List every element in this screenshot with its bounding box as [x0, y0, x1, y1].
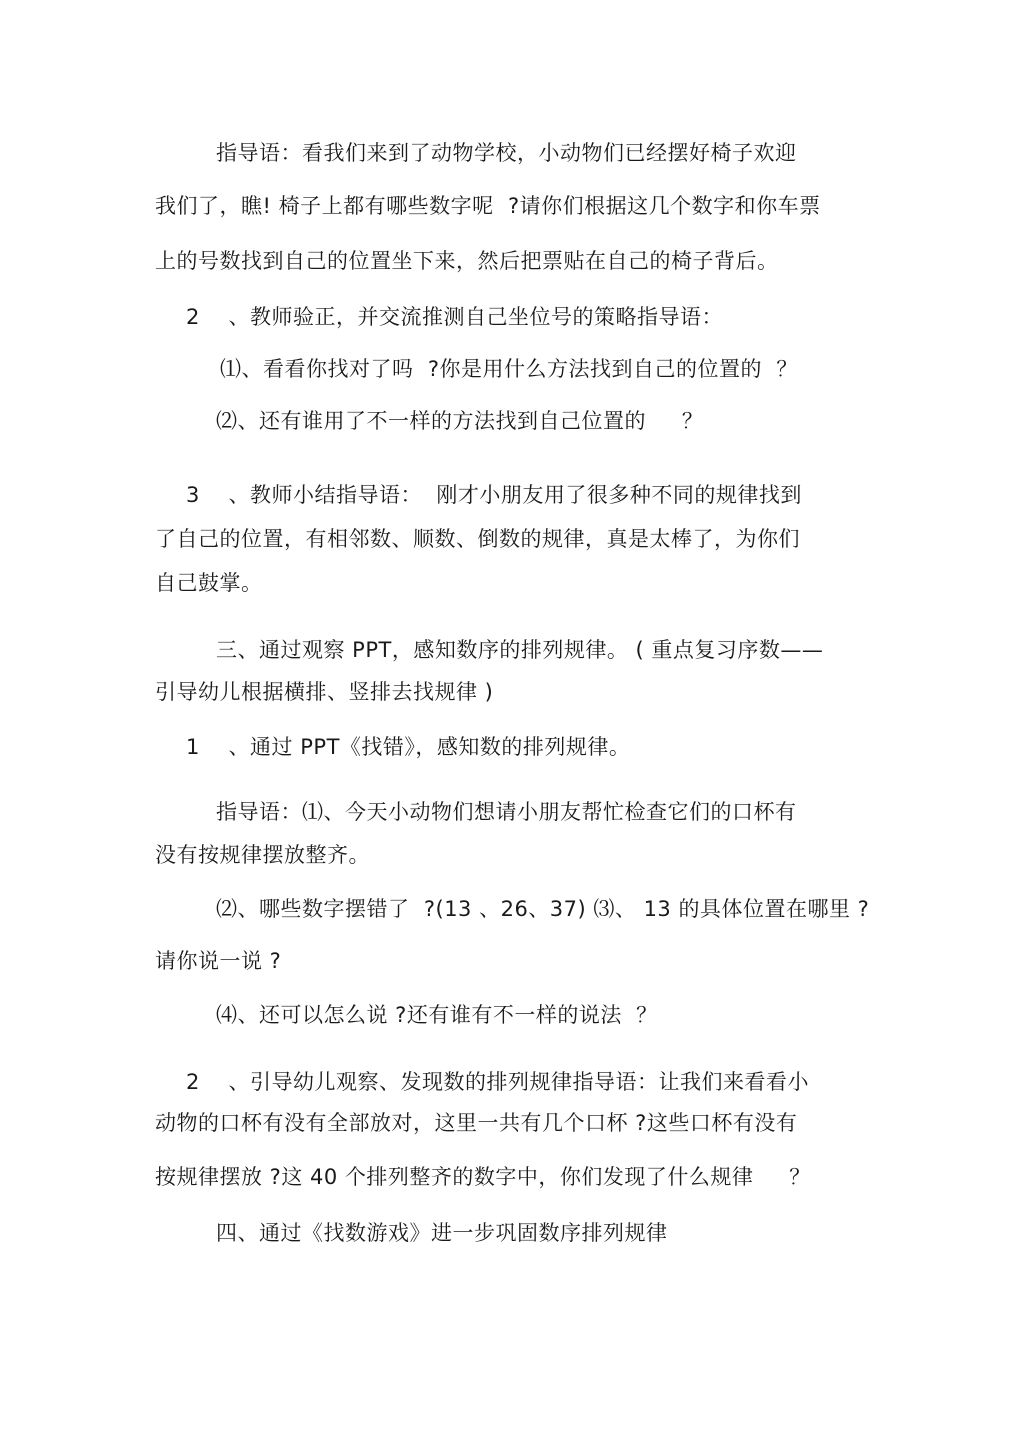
paragraph-line: ⑵、哪些数字摆错了 ?(13 、26、37) ⑶、 13 的具体位置在哪里 ?: [216, 897, 870, 921]
paragraph-line: 3 、教师小结指导语： 刚才小朋友用了很多种不同的规律找到: [186, 483, 802, 507]
paragraph-line: 上的号数找到自己的位置坐下来，然后把票贴在自己的椅子背后。: [155, 249, 779, 273]
paragraph-line: ⑷、还可以怎么说 ?还有谁有不一样的说法 ？: [216, 1003, 658, 1027]
paragraph-line: 四、通过《找数游戏》进一步巩固数序排列规律: [216, 1221, 668, 1245]
paragraph-line: 动物的口杯有没有全部放对，这里一共有几个口杯 ?这些口杯有没有: [155, 1111, 798, 1135]
paragraph-line: 按规律摆放 ?这 40 个排列整齐的数字中，你们发现了什么规律 ？: [155, 1165, 811, 1189]
paragraph-line: 2 、教师验正，并交流推测自己坐位号的策略指导语：: [186, 305, 724, 329]
paragraph-line: 没有按规律摆放整齐。: [155, 843, 370, 867]
paragraph-line: 1 、通过 PPT《找错》，感知数的排列规律。: [186, 735, 631, 759]
paragraph-line: ⑴、看看你找对了吗 ?你是用什么方法找到自己的位置的 ？: [220, 357, 798, 381]
paragraph-line: 指导语：⑴、今天小动物们想请小朋友帮忙检查它们的口杯有: [216, 800, 797, 824]
paragraph-line: ⑵、还有谁用了不一样的方法找到自己位置的 ？: [216, 409, 704, 433]
paragraph-line: 指导语：看我们来到了动物学校，小动物们已经摆好椅子欢迎: [216, 141, 797, 165]
paragraph-line: 了自己的位置，有相邻数、顺数、倒数的规律，真是太棒了，为你们: [155, 527, 800, 551]
paragraph-line: 2 、引导幼儿观察、发现数的排列规律指导语：让我们来看看小: [186, 1070, 810, 1094]
paragraph-line: 请你说一说 ?: [155, 949, 282, 973]
paragraph-line: 自己鼓掌。: [155, 571, 263, 595]
paragraph-line: 三、通过观察 PPT，感知数序的排列规律。 ( 重点复习序数——: [216, 638, 824, 662]
paragraph-line: 引导幼儿根据横排、竖排去找规律 ): [155, 680, 494, 704]
paragraph-line: 我们了，瞧! 椅子上都有哪些数字呢 ?请你们根据这几个数字和你车票: [155, 194, 821, 218]
